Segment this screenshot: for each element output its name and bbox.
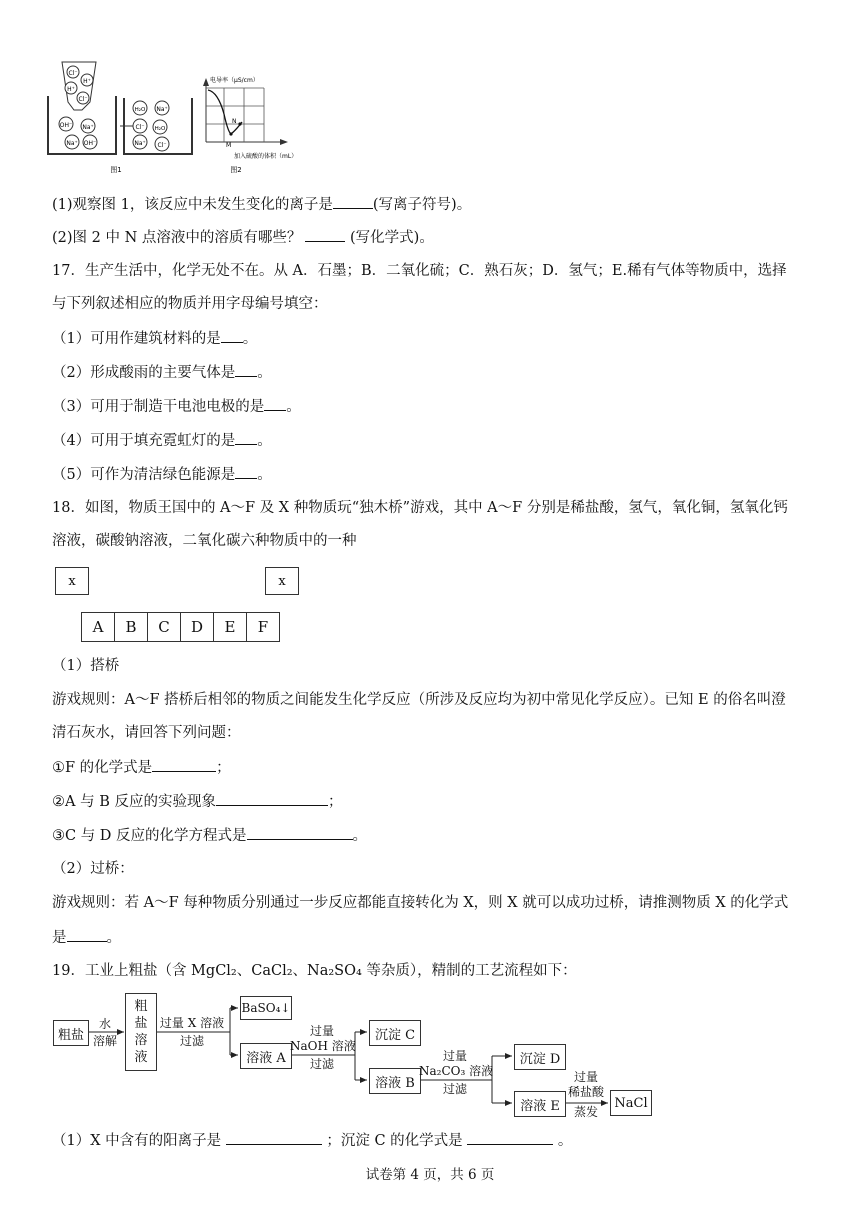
flow-label-step1-top: 过量 X 溶液 <box>159 1016 225 1030</box>
flow-label-step2-top2: NaOH 溶液 <box>290 1039 356 1053</box>
q17-item: （5）可作为清洁绿色能源是 。 <box>52 464 820 485</box>
q17-item: （3）可用于制造干电池电极的是 。 <box>52 396 820 417</box>
flow-label-step2-top1: 过量 <box>309 1024 334 1038</box>
ion-label: Na⁺ <box>156 106 168 113</box>
ion-label: H⁺ <box>83 78 91 85</box>
ion-label: Cl⁻ <box>157 142 167 149</box>
bridge-cell: E <box>214 613 247 641</box>
ion-label: H⁺ <box>67 86 75 93</box>
flow-label-step4-top2: 稀盐酸 <box>567 1085 604 1099</box>
ion-label: Cl⁻ <box>78 96 88 103</box>
answer-blank[interactable] <box>226 1130 322 1145</box>
q18-rule2-line2: 是 。 <box>52 927 820 948</box>
flow-box-solution-b: 溶液 B <box>369 1068 421 1094</box>
ion-label: Na⁺ <box>82 124 94 131</box>
flow-label-step4-bottom: 蒸发 <box>573 1105 598 1119</box>
ion-label: OH⁻ <box>59 122 73 129</box>
bridge-cell: F <box>257 618 269 636</box>
q18-question-c: ③C 与 D 反应的化学方程式是 。 <box>52 825 820 846</box>
ion-label: Cl⁻ <box>68 70 78 77</box>
flow-box-solution-a: 溶液 A <box>240 1043 292 1069</box>
flow-box-crude-salt: 粗盐 <box>53 1020 89 1046</box>
ion-label: Na⁺ <box>134 140 146 147</box>
flow-box-precipitate-c: 沉淀 C <box>369 1020 421 1046</box>
flow-box-nacl: NaCl <box>610 1090 652 1116</box>
ion-label: Na⁺ <box>66 140 78 147</box>
q17-item: （1）可用作建筑材料的是 。 <box>52 328 820 349</box>
page-footer: 试卷第 4 页，共 6 页 <box>365 1167 495 1183</box>
q17-stem-line2: 与下列叙述相应的物质并用字母编号填空： <box>52 296 328 312</box>
bridge-cell: C <box>148 613 181 641</box>
q18-stem-line1: 18．如图，物质王国中的 A～F 及 X 种物质玩“独木桥”游戏，其中 A～F 分别是稀盐酸，氢气，氧化铜，氢氧化钙 <box>52 500 788 516</box>
q18-rule1-line2: 清石灰水，请回答下列问题： <box>52 725 241 741</box>
ion-label: H₂O <box>134 107 146 113</box>
point-m-label: M <box>226 142 232 149</box>
q17-stem-line1: 17．生产生活中，化学无处不在。从 A．石墨；B．二氧化硫；C．熟石灰；D．氢气；E.稀有气体等物质中，选择 <box>52 263 787 279</box>
bridge-cell: B <box>115 613 148 641</box>
ion-label: H₂O <box>154 126 166 132</box>
ion-label: OH⁻ <box>83 140 97 147</box>
flow-box-baso4: BaSO₄↓ <box>240 996 292 1020</box>
flow-label-step3-top1: 过量 <box>442 1049 467 1063</box>
q17-item: （4）可用于填充霓虹灯的是 。 <box>52 430 820 451</box>
flow-box-precipitate-d: 沉淀 D <box>514 1044 566 1070</box>
q17-item: （2）形成酸雨的主要气体是 。 <box>52 362 820 383</box>
ion-label: Cl⁻ <box>135 124 145 131</box>
bridge-cell: D <box>181 613 214 641</box>
x-box-right: x <box>265 567 299 595</box>
q19-part1: （1）X 中含有的阳离子是 ；沉淀 C 的化学式是 。 <box>52 1130 820 1151</box>
figure-2-caption: 图2 <box>230 166 242 174</box>
flow-label-step2-bottom: 过滤 <box>309 1057 334 1071</box>
bridge-cell: A <box>82 613 115 641</box>
q18-question-b: ②A 与 B 反应的实验现象 ； <box>52 791 820 812</box>
figure-1-caption: 图1 <box>110 166 122 174</box>
answer-blank[interactable] <box>467 1130 553 1145</box>
flow-label-water: 水 <box>98 1017 111 1031</box>
q18-rule2-line1: 游戏规则：若 A～F 每种物质分别通过一步反应都能直接转化为 X，则 X 就可以成功过桥，请推测物质 X 的化学式 <box>52 895 789 911</box>
q16-part1: (1)观察图 1，该反应中未发生变化的离子是 (写离子符号)。 <box>52 194 820 215</box>
flow-label-dissolve: 溶解 <box>92 1034 117 1048</box>
q18-question-a: ①F 的化学式是 ； <box>52 757 820 778</box>
x-box-left: x <box>55 567 89 595</box>
flow-label-step1-bottom: 过滤 <box>179 1034 204 1048</box>
q18-part2-title: （2）过桥： <box>52 861 134 877</box>
point-n-label: N <box>232 118 237 125</box>
flow-label-step3-bottom: 过滤 <box>442 1082 467 1096</box>
q18-part1-title: （1）搭桥 <box>52 658 120 674</box>
graph-x-label: 加入硫酸的体积（mL） <box>234 153 298 160</box>
flow-box-solution-e: 溶液 E <box>514 1091 566 1117</box>
q18-stem-line2: 溶液，碳酸钠溶液，二氧化碳六种物质中的一种 <box>52 533 357 549</box>
q16-part2: (2)图 2 中 N 点溶液中的溶质有哪些？ (写化学式)。 <box>52 227 820 248</box>
q19-stem: 19．工业上粗盐（含 MgCl₂、CaCl₂、Na₂SO₄ 等杂质），精制的工艺流程如下： <box>52 963 577 979</box>
flow-box-crude-solution: 粗 盐 溶 液 <box>125 993 157 1071</box>
flow-label-step3-top2: Na₂CO₃ 溶液 <box>419 1064 494 1078</box>
q18-rule1-line1: 游戏规则：A～F 搭桥后相邻的物质之间能发生化学反应（所涉及反应均为初中常见化学反应）。已知 E 的俗名叫澄 <box>52 692 786 708</box>
flow-label-step4-top1: 过量 <box>573 1070 598 1084</box>
graph-y-label: 电导率（μS/cm） <box>210 77 259 84</box>
